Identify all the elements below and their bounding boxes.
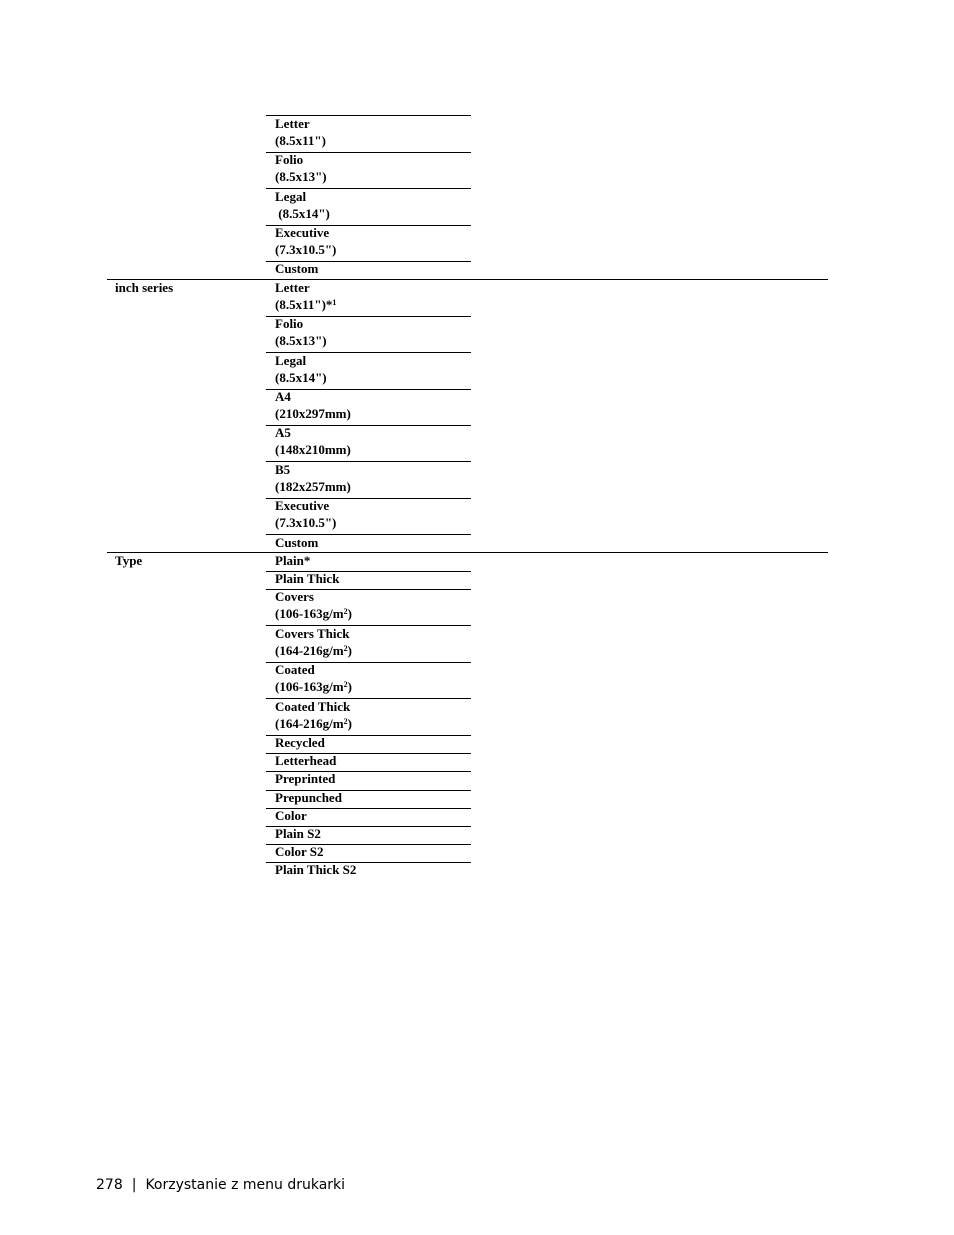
option-detail: (210x297mm) (275, 405, 351, 421)
option-cell (275, 753, 336, 770)
option-detail-close: ) (347, 605, 352, 621)
option-detail: (8.5x14") (275, 205, 330, 221)
page-number: 278 (96, 1177, 123, 1193)
option-name: Legal (275, 189, 307, 204)
option-cell (275, 425, 351, 458)
option-detail: (7.3x10.5") (275, 514, 337, 530)
option-name: A4 (275, 389, 291, 404)
option-cell (275, 771, 335, 788)
option-cell (275, 589, 352, 622)
option-cell (275, 116, 326, 149)
option-cell (275, 535, 318, 552)
section-divider (107, 279, 828, 280)
option-cell (275, 462, 351, 495)
option-name: Letter (275, 280, 310, 295)
option-detail-close: ) (347, 715, 352, 731)
option-name: Color (275, 808, 307, 823)
option-name: B5 (275, 462, 291, 477)
option-name: Recycled (275, 735, 325, 750)
option-name: Covers (275, 589, 314, 604)
setting-label: Type (115, 553, 143, 568)
option-cell (275, 261, 318, 278)
option-name: Covers Thick (275, 626, 350, 641)
option-cell (275, 662, 352, 695)
option-name: Custom (275, 535, 319, 550)
option-cell (275, 225, 336, 258)
footer-separator: | (131, 1177, 137, 1193)
option-detail: (182x257mm) (275, 478, 351, 494)
option-detail-text: (106-163g/m (275, 678, 344, 694)
option-detail-text: (106-163g/m (275, 605, 344, 621)
footnote-marker: 1 (332, 297, 337, 307)
option-name: Legal (275, 353, 307, 368)
option-detail (275, 643, 352, 660)
superscript: 2 (343, 679, 348, 689)
option-cell (275, 389, 351, 422)
option-detail (275, 606, 352, 623)
option-detail-close: ) (347, 642, 352, 658)
option-name: Plain Thick S2 (275, 862, 357, 877)
option-detail (275, 716, 352, 733)
option-name: Coated Thick (275, 699, 351, 714)
option-name: Custom (275, 261, 319, 276)
option-detail: (148x210mm) (275, 441, 351, 457)
option-cell (275, 152, 327, 185)
option-detail: (8.5x14") (275, 369, 327, 385)
option-name: Executive (275, 225, 330, 240)
option-name: Plain* (275, 553, 311, 568)
option-cell (275, 826, 321, 843)
option-name: Preprinted (275, 771, 336, 786)
page-footer (96, 1177, 345, 1193)
option-name: Plain S2 (275, 826, 321, 841)
option-name: Plain Thick (275, 571, 340, 586)
option-cell (275, 498, 336, 531)
option-cell (275, 553, 310, 570)
option-name: Coated (275, 662, 315, 677)
option-name: Folio (275, 152, 304, 167)
option-cell (275, 735, 325, 752)
option-detail (275, 679, 352, 696)
option-cell (275, 844, 324, 861)
superscript: 2 (343, 606, 348, 616)
option-cell (275, 571, 339, 588)
option-cell (275, 626, 352, 659)
option-cell (275, 790, 342, 807)
option-detail: (8.5x13") (275, 332, 327, 348)
superscript: 2 (343, 716, 348, 726)
option-name: Executive (275, 498, 330, 513)
option-cell (275, 862, 356, 879)
option-cell (275, 316, 327, 349)
option-detail-text: (164-216g/m (275, 715, 344, 731)
option-cell (275, 699, 352, 732)
option-name: Folio (275, 316, 304, 331)
option-detail: (8.5x11") (275, 132, 326, 148)
option-name: Color S2 (275, 844, 324, 859)
option-cell (275, 189, 330, 222)
setting-label: inch series (115, 280, 174, 295)
option-detail (275, 297, 336, 314)
section-divider (107, 552, 828, 553)
option-detail: (7.3x10.5") (275, 241, 337, 257)
option-name: Letter (275, 116, 310, 131)
superscript: 2 (343, 643, 348, 653)
option-name: A5 (275, 425, 291, 440)
option-detail-close: ) (347, 678, 352, 694)
option-cell (275, 808, 307, 825)
chapter-title: Korzystanie z menu drukarki (145, 1177, 346, 1193)
option-detail-text: (8.5x11")* (275, 296, 333, 312)
option-cell (275, 353, 327, 386)
option-name: Prepunched (275, 790, 342, 805)
option-name: Letterhead (275, 753, 337, 768)
option-detail-text: (164-216g/m (275, 642, 344, 658)
option-detail: (8.5x13") (275, 168, 327, 184)
option-cell (275, 280, 336, 313)
